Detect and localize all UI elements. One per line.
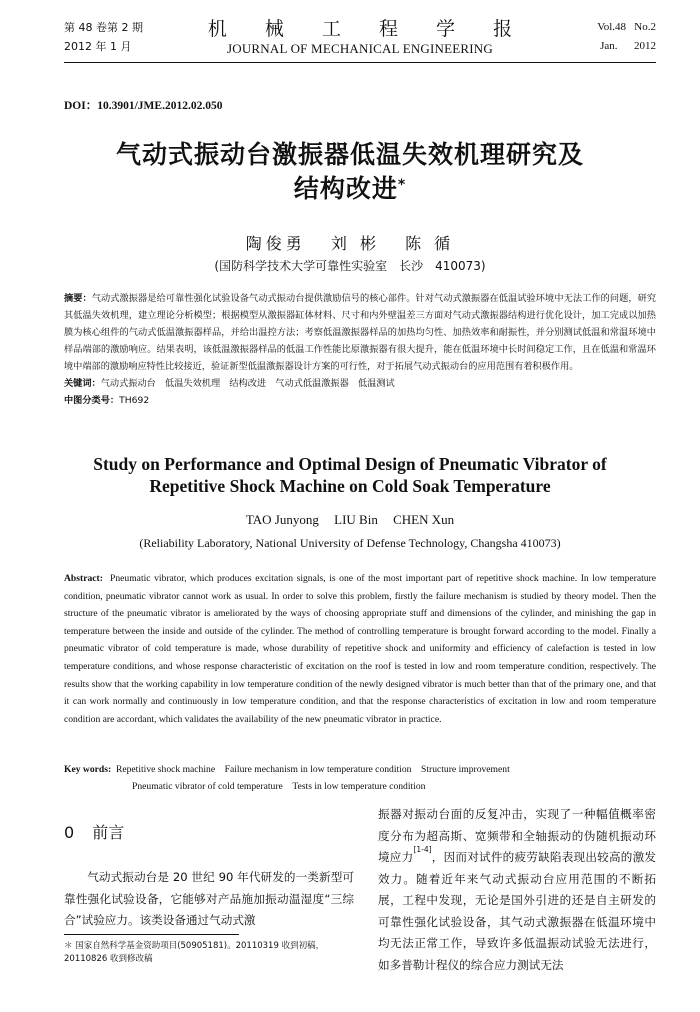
- section-title: 前言: [92, 823, 125, 842]
- author-cn-2: 刘 彬: [330, 234, 380, 253]
- header-rule: [64, 62, 656, 63]
- abstract-en: [64, 570, 656, 728]
- abstract-en-label: Abstract:: [64, 573, 103, 584]
- keywords-cn-label: 关键词：: [64, 378, 101, 389]
- header-volume-en: [597, 18, 656, 56]
- clc-label: 中图分类号：: [64, 395, 120, 406]
- header-no-en: No.2: [634, 21, 656, 33]
- header-month-en: Jan.: [600, 40, 618, 52]
- affiliation-cn: (国防科学技术大学可靠性实验室 长沙 410073): [214, 259, 486, 273]
- header-date-cn: 2012 年 1 月: [64, 40, 132, 53]
- header-journal-name: [64, 18, 656, 58]
- header-vol-cn: 第 48 卷第 2 期: [64, 21, 143, 34]
- title-cn-line2: 结构改进: [293, 174, 398, 203]
- author-en-2: LIU Bin: [334, 512, 378, 527]
- keywords-cn: [64, 375, 656, 392]
- body-paragraph-left: 气动式振动台是 20 世纪 90 年代研发的一类新型可靠性强化试验设备，它能够对产品施加振动温湿度“三综合”试验应力。该类设备通过气动式激: [64, 870, 354, 927]
- citation-ref: [1-4]: [413, 845, 432, 854]
- abstract-cn-text: 气动式激振器是给可靠性强化试验设备气动式振动台提供激励信号的核心部件。针对气动式激振器在低温试验环境中无法工作的问题，研究其低温失效机理，建立理论分析模型；根据模型从激振器缸体材料、尺寸和内外壁温差三方面对气动式激振器结构进行优化设计，加工完成以加热膜为核心组件的气动式低温激振器样品，并给出温控方法；考察低温激振器样品的加热均匀性、加热效率和耐振性，并分别测试低温和常温环境中样品端部的激励响应。结果表明，该低温激振器样品的低温工作性能比原激振器有很大提升，能在低温环境中长时间稳定工作，且在低温和常温环境中端部的激励响应特性比较接近，验证新型低温激振器设计方案的可行性，对于拓展气动式振动台的应用范围有着积极作用。: [64, 293, 657, 372]
- abstract-cn: [64, 290, 656, 375]
- title-cn-footnote-mark: *: [397, 177, 407, 193]
- keywords-cn-text: 气动式振动台 低温失效机理 结构改进 气动式低温激振器 低温测试: [100, 378, 395, 389]
- clc-number: [64, 392, 656, 409]
- section-heading: [64, 820, 354, 843]
- body-right-text-1: 振器对振动台面的反复冲击，实现了一种幅值概率密度分布为超高斯、宽频带和全轴振动的伪随机振动环境应力: [378, 807, 656, 864]
- journal-name-en: JOURNAL OF MECHANICAL ENGINEERING: [227, 41, 493, 56]
- clc-value: TH692: [119, 395, 150, 406]
- authors-cn: [0, 231, 700, 254]
- abstract-cn-label: 摘要：: [64, 293, 92, 304]
- title-en: [0, 453, 700, 497]
- keywords-en-line2: Pneumatic vibrator of cold temperature Tests in low temperature condition: [132, 781, 426, 792]
- footnote-rule: [64, 934, 239, 935]
- body-right-column: [378, 804, 656, 976]
- keywords-en-label: Key words:: [64, 764, 112, 775]
- authors-en: [0, 512, 700, 528]
- title-en-line1: Study on Performance and Optimal Design of Pneumatic Vibrator of: [93, 454, 607, 474]
- journal-name-cn: 机 械 工 程 学 报: [207, 18, 529, 40]
- abstract-en-text: Pneumatic vibrator, which produces excitation signals, is one of the most important part of repetitive shock machine. In low temperature condition, pneumatic vibrator cannot work as usual. In order to solve this problem, firstly the failure mechanism is studied by theory model. Then the structure of the pneumatic vibrator is ameliorated by the ways of choosing appropriate stuff and dimensions of the cylinder, and minishing the gap in temperature between the inside and outside of the cylinder. The method of controlling temperature is brought forward according to the model. Finally a pneumatic vibrator of cold temperature is made, whose durability of repetitive shock and uniformity and efficiency of calefaction is tested in low temperature conditions, and whose response characteristic of excitation on the roof is tested in low and room temperature condition, respectively. The results show that the working capability in low temperature condition of the newly designed vibrator is much better than that of the primary one, and that it can work normally and continuously in low temperature condition, and that the response characteristics of excitation in low and room temperature condition are accordant, which validates the availability of the new pneumatic vibrator in practice.: [64, 573, 656, 725]
- author-cn-1: 陶俊勇: [245, 234, 306, 253]
- footnote: ＊ 国家自然科学基金资助项目(50905181)。20110319 收到初稿，20110826 收到修改稿: [64, 941, 325, 964]
- affiliation-en: (Reliability Laboratory, National University of Defense Technology, Changsha 410073): [139, 536, 561, 550]
- title-cn-line1: 气动式振动台激振器低温失效机理研究及: [115, 140, 584, 169]
- doi: DOI：10.3901/JME.2012.02.050: [64, 100, 223, 112]
- header-vol-en: Vol.48: [597, 21, 627, 33]
- body-left-column: [64, 806, 354, 932]
- author-cn-3: 陈 循: [405, 234, 455, 253]
- author-en-3: CHEN Xun: [393, 512, 455, 527]
- keywords-en: [64, 761, 656, 795]
- title-cn: [0, 138, 700, 206]
- keywords-en-line1: Repetitive shock machine Failure mechanism in low temperature condition Structure improvement: [115, 764, 510, 775]
- title-en-line2: Repetitive Shock Machine on Cold Soak Temperature: [149, 476, 551, 496]
- journal-header: [64, 18, 656, 60]
- body-right-text-2: ，因而对试件的疲劳缺陷表现出较高的激发效力。随着近年来气动式振动台应用范围的不断拓展，工程中发现，无论是国外引进的还是自主研发的可靠性强化试验设备，其气动式激振器在低温环境中均无法正常工作，导致许多低温振动试验无法进行，如多普勒计程仪的综合应力测试无法: [378, 850, 656, 972]
- author-en-1: TAO Junyong: [245, 512, 319, 527]
- header-year-en: 2012: [634, 40, 656, 52]
- section-number: 0: [64, 823, 75, 842]
- abstract-cn-block: [64, 290, 656, 409]
